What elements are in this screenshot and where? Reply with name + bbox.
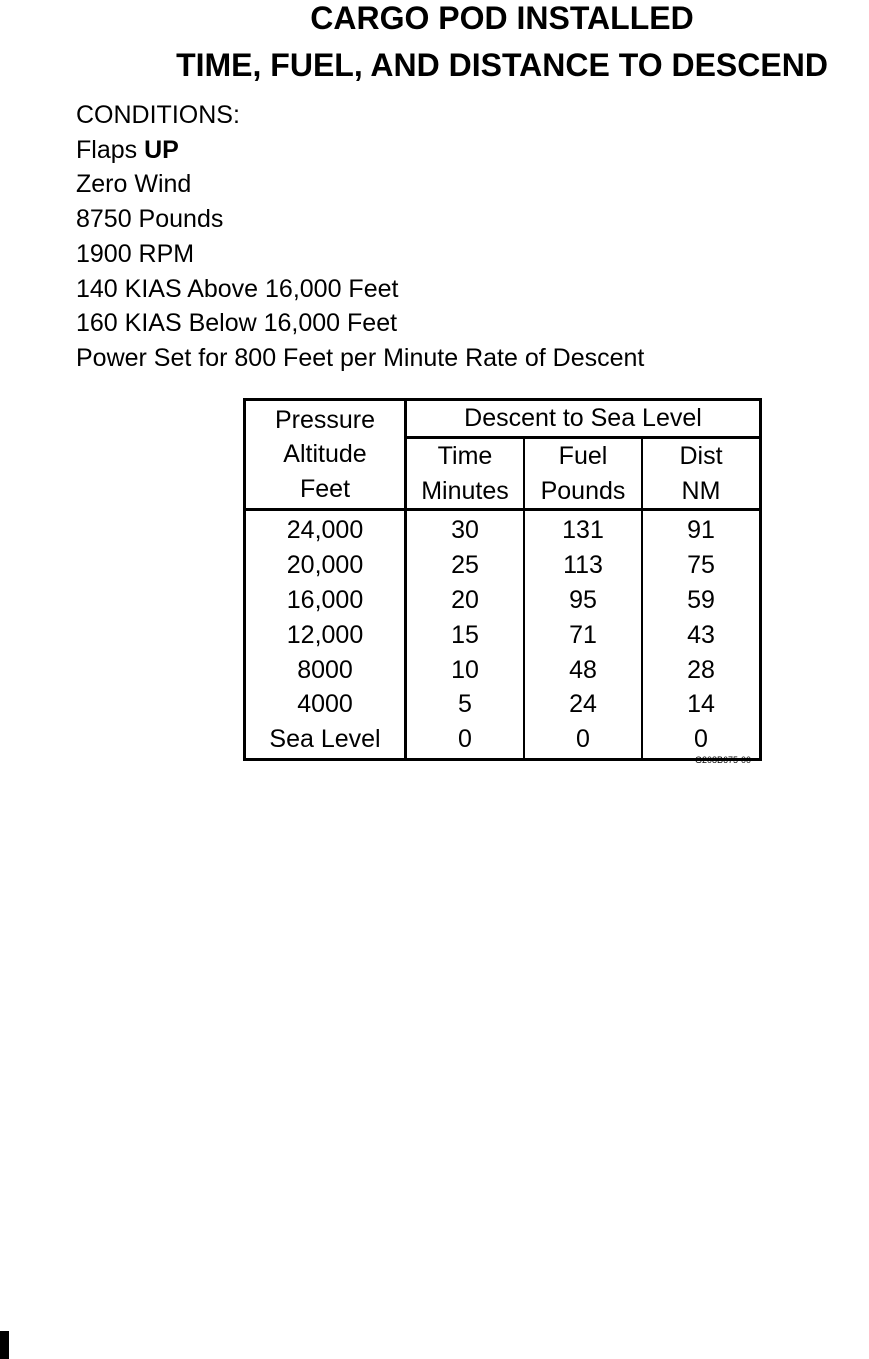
column-header-line: Dist: [679, 441, 723, 470]
flaps-value: UP: [144, 135, 179, 164]
altitude-cell: 4000: [245, 687, 406, 722]
table-row: [245, 687, 761, 722]
page-edge-mark: [0, 1331, 9, 1359]
altitude-cell: 24,000: [245, 510, 406, 548]
time-cell: 15: [406, 618, 525, 653]
fuel-cell: 131: [524, 510, 642, 548]
time-cell: 30: [406, 510, 525, 548]
altitude-cell: 12,000: [245, 618, 406, 653]
flaps-label: Flaps: [76, 135, 145, 164]
distance-cell: 59: [687, 585, 715, 614]
group-header: Descent to Sea Level: [406, 400, 761, 438]
altitude-cell: 20,000: [245, 548, 406, 583]
conditions-block: [76, 98, 644, 376]
altitude-cell: Sea Level: [245, 722, 406, 759]
altitude-header-line: Pressure: [274, 405, 376, 434]
column-header-fuel: [524, 437, 642, 510]
figure-id: G208B675-00: [695, 755, 752, 765]
distance-cell: 75: [687, 551, 715, 580]
column-header-line: Minutes: [421, 476, 509, 505]
altitude-header-line: Feet: [299, 475, 351, 504]
condition-line: 160 KIAS Below 16,000 Feet: [76, 309, 398, 338]
table-row: [245, 583, 761, 618]
distance-cell: 91: [687, 516, 715, 545]
column-header-line: Fuel: [558, 441, 608, 470]
distance-cell: 14: [687, 690, 715, 719]
fuel-cell: 48: [524, 653, 642, 688]
chart-title: CARGO POD INSTALLED: [310, 0, 694, 36]
time-cell: 25: [406, 548, 525, 583]
time-cell: 5: [406, 687, 525, 722]
fuel-cell: 113: [524, 548, 642, 583]
condition-line: 8750 Pounds: [76, 205, 224, 234]
column-header-line: Time: [437, 441, 493, 470]
column-header-line: Pounds: [540, 476, 626, 505]
table-row: [245, 653, 761, 688]
condition-line: 140 KIAS Above 16,000 Feet: [76, 274, 399, 303]
chart-subtitle: TIME, FUEL, AND DISTANCE TO DESCEND: [176, 47, 828, 83]
fuel-cell: 24: [524, 687, 642, 722]
table-row: [245, 618, 761, 653]
condition-line: Zero Wind: [76, 170, 192, 199]
fuel-cell: 0: [524, 722, 642, 759]
fuel-cell: 71: [524, 618, 642, 653]
table-row: [245, 548, 761, 583]
table-row: [245, 722, 761, 759]
column-header-time: [406, 437, 525, 510]
condition-line: 1900 RPM: [76, 239, 195, 268]
condition-line: Power Set for 800 Feet per Minute Rate of Descent: [76, 343, 645, 372]
distance-cell: 0: [694, 725, 708, 754]
distance-cell: 28: [687, 655, 715, 684]
distance-cell: 43: [687, 620, 715, 649]
conditions-heading: CONDITIONS:: [76, 101, 240, 129]
column-header-line: NM: [681, 476, 721, 505]
time-cell: 20: [406, 583, 525, 618]
altitude-cell: 16,000: [245, 583, 406, 618]
fuel-cell: 95: [524, 583, 642, 618]
altitude-header: [245, 400, 406, 510]
descent-table: [243, 398, 762, 761]
condition-flaps: [76, 133, 644, 168]
time-cell: 0: [406, 722, 525, 759]
column-header-dist: [642, 437, 761, 510]
table-row: [245, 510, 761, 548]
altitude-cell: 8000: [245, 653, 406, 688]
time-cell: 10: [406, 653, 525, 688]
altitude-header-line: Altitude: [283, 440, 367, 469]
